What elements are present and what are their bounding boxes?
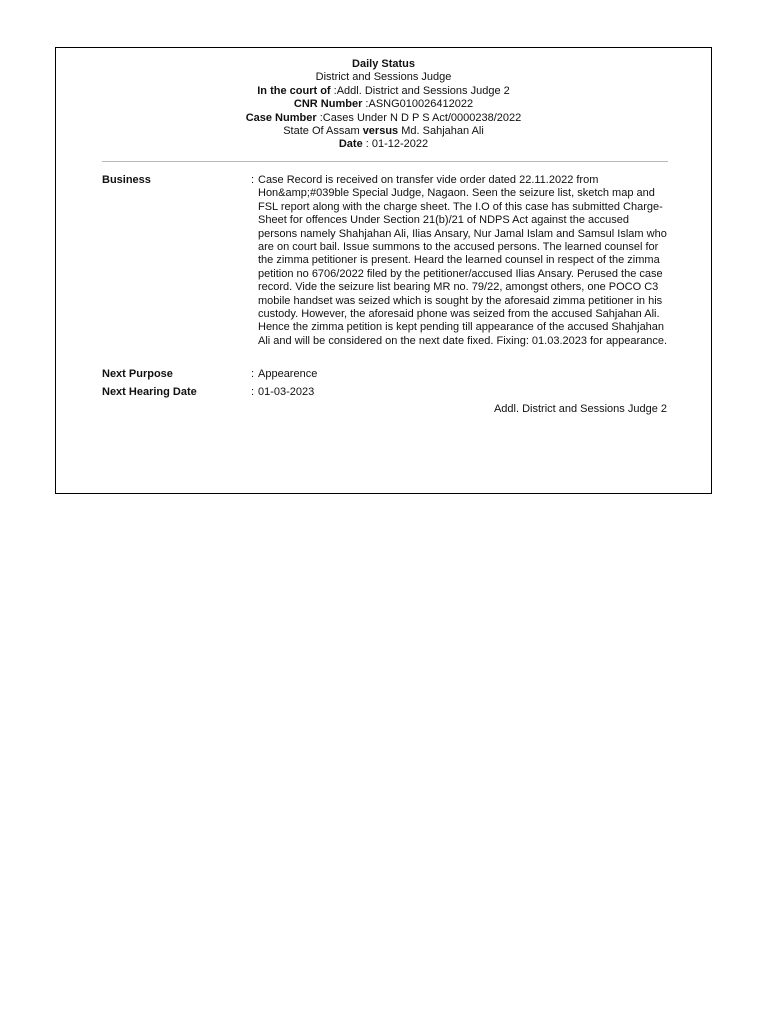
- court-name: District and Sessions Judge: [315, 71, 452, 84]
- header-divider: [102, 161, 668, 162]
- next-hearing-value: 01-03-2023: [258, 386, 315, 398]
- court-value: :Addl. District and Sessions Judge 2: [333, 84, 510, 97]
- court-line: [56, 85, 711, 98]
- date-label: Date: [338, 138, 363, 151]
- parties-line: [56, 125, 711, 138]
- versus: versus: [362, 125, 399, 138]
- date-line: [56, 138, 711, 151]
- cnr-line: [56, 98, 711, 111]
- cnr-value: :ASNG010026412022: [365, 98, 474, 111]
- case-label: Case Number: [245, 111, 317, 124]
- petitioner: State Of Assam: [283, 125, 360, 138]
- business-value: Case Record is received on transfer vide order dated 22.11.2022 from Hon&amp;#039ble Special Judge, Nagaon. Seen the seizure list, sketch map and FSL report along with the charge sheet. The I.O of this case has submitted Charge-Sheet for offences Under Section 21(b)/21 of NDPS Act against the accused persons namely Shahjahan Ali, Ilias Ansary, Nur Jamal Islam and Samsul Islam who are on court bail. Issue summons to the accused persons. The learned counsel for the zimma petitioner is present. Heard the learned counsel in respect of the zimma petition no 6706/2022 filed by the petitioner/accused Ilias Ansary. Perused the case record. Vide the seizure list bearing MR no. 79/22, amongst others, one POCO C3 mobile handset was seized which is sought by the aforesaid zimma petitioner in his custody. However, the aforesaid phone was seized from the accused Sahjahan Ali. Hence the zimma petition is kept pending till appearance of the accused Shahjahan Ali and will be considered on the next date fixed. Fixing: 01.03.2023 for appearance.: [258, 174, 668, 347]
- cnr-label: CNR Number: [293, 98, 363, 111]
- document-header: [56, 58, 711, 152]
- judge-signature: Addl. District and Sessions Judge 2: [493, 403, 667, 415]
- respondent: Md. Sahjahan Ali: [401, 125, 484, 138]
- business-label: Business: [102, 174, 151, 186]
- business-colon: :: [251, 174, 255, 186]
- next-purpose-value: Appearence: [258, 368, 318, 380]
- next-purpose-label: Next Purpose: [102, 368, 173, 380]
- case-value: :Cases Under N D P S Act/0000238/2022: [319, 111, 522, 124]
- case-line: [56, 112, 711, 125]
- document-title: Daily Status: [352, 58, 415, 70]
- court-label: In the court of: [257, 84, 331, 97]
- next-purpose-colon: :: [251, 368, 255, 380]
- date-value: : 01-12-2022: [365, 138, 429, 151]
- daily-status-frame: [55, 47, 712, 494]
- next-hearing-label: Next Hearing Date: [102, 386, 197, 398]
- next-hearing-colon: :: [251, 386, 255, 398]
